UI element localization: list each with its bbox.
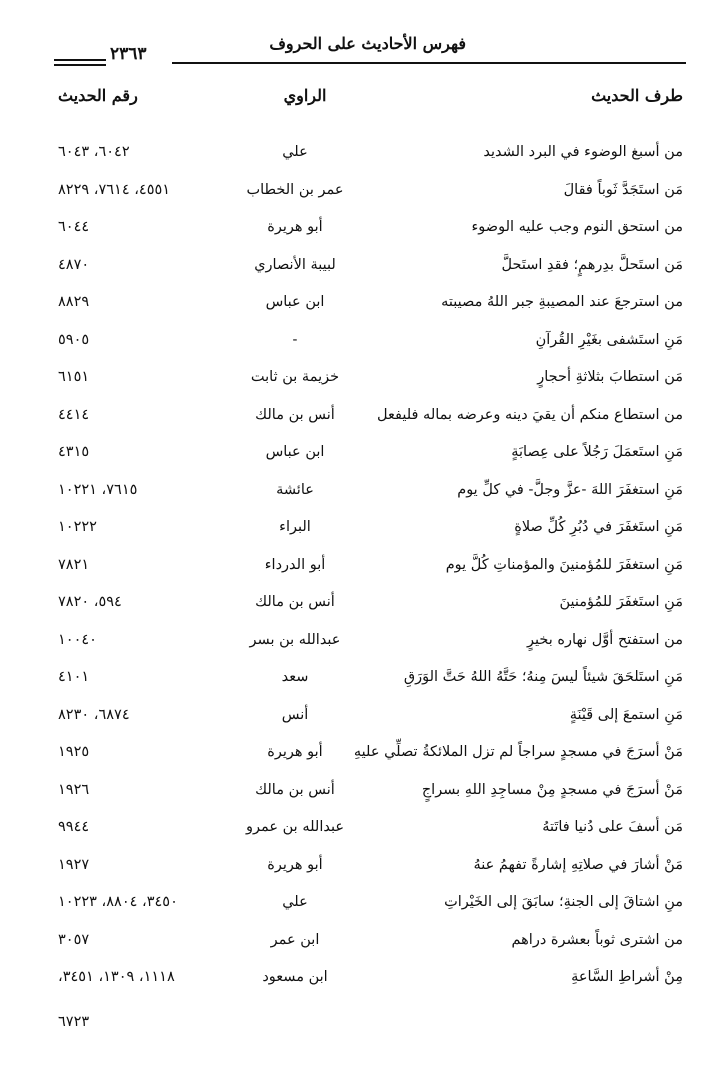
narrator-name: عبدالله بن عمرو (246, 819, 344, 835)
hadith-number: ١٩٢٥ (58, 744, 90, 760)
hadith-text: مَن أسفَ على دُنيا فاتَتهُ (542, 819, 683, 835)
hadith-text: من استطاع منكم أن يقيَ دينه وعرضه بماله فليفعل (377, 406, 683, 423)
table-row (0, 813, 703, 851)
hadith-text: مَن استطابَ بثلاثةِ أحجارٍ (537, 369, 683, 385)
narrator-name: أبو الدرداء (264, 556, 326, 573)
table-row (0, 626, 703, 664)
narrator-name: أنس بن مالك (255, 781, 335, 798)
hadith-number: ٩٩٤٤ (58, 819, 90, 835)
hadith-number: ٧٦١٥، ١٠٢٢١ (58, 481, 138, 498)
hadith-text: مَنِ استَلحَقَ شيئاً ليسَ مِنهُ؛ حَتَّهُ اللهُ حَتَّ الوَرَقِ (403, 669, 683, 685)
hadith-number: ١٩٢٧ (58, 856, 90, 873)
continued-hadith-number: ٦٧٢٣ (58, 1014, 90, 1030)
table-row (0, 401, 703, 439)
table-row (0, 701, 703, 739)
hadith-number: ٣٠٥٧ (58, 931, 90, 948)
hadith-text: مَن استَحلَّ بدِرهمٍ؛ فقدِ استَحلَّ (501, 256, 683, 273)
hadith-number: ٧٨٢١ (58, 556, 90, 573)
narrator-name: عائشة (276, 481, 314, 498)
narrator-name: ابن مسعود (262, 969, 328, 985)
table-row (0, 888, 703, 926)
page-number-underline (54, 59, 106, 61)
hadith-number: ٨٨٢٩ (58, 294, 90, 310)
hadith-text: مَنِ استَغفَرَ في دُبُرِ كُلِّ صلاةٍ (514, 519, 683, 535)
table-row (0, 176, 703, 214)
hadith-number: ٤١٠١ (58, 669, 90, 685)
hadith-number: ١١١٨، ١٣٠٩، ٣٤٥١، (58, 969, 175, 985)
table-row (0, 851, 703, 889)
hadith-number: ٤٣١٥ (58, 444, 90, 460)
table-row (0, 963, 703, 1001)
hadith-text: من اشترى ثوباً بعشرة دراهم (511, 931, 683, 948)
hadith-text: مِنْ أشراطِ السَّاعةِ (571, 969, 683, 985)
hadith-number: ٤٤١٤ (58, 406, 90, 423)
hadith-number: ٣٤٥٠، ٨٨٠٤، ١٠٢٢٣ (58, 894, 178, 910)
hadith-number: ١٩٢٦ (58, 781, 90, 798)
narrator-name: علي (282, 144, 308, 160)
narrator-name: سعد (281, 669, 309, 685)
narrator-name: البراء (279, 519, 311, 535)
narrator-name: - (292, 331, 298, 348)
table-row (0, 363, 703, 401)
hadith-text: من استرجعَ عند المصيبةِ جبر اللهُ مصيبته (441, 294, 683, 310)
hadith-text: مَنْ أسرَجَ في مسجدٍ مِنْ مساجِدِ اللهِ بسراجٍ (421, 781, 683, 798)
narrator-name: عبدالله بن بسر (249, 631, 341, 648)
narrator-name: علي (282, 894, 308, 910)
hadith-text: منِ اشتاقَ إلى الجنةِ؛ سابَقَ إلى الخَيْراتِ (444, 894, 683, 910)
running-title: فهرس الأحاديث على الحروف (269, 34, 466, 53)
hadith-number: ٦٠٤٢، ٦٠٤٣ (58, 144, 130, 160)
header-rule (172, 62, 686, 64)
narrator-name: خزيمة بن ثابت (250, 369, 340, 385)
narrator-name: أبو هريرة (267, 744, 323, 760)
hadith-number: ٥٩٤، ٧٨٢٠ (58, 594, 122, 610)
hadith-number: ٥٩٠٥ (58, 331, 90, 348)
hadith-text: مَنْ أشارَ في صلاتِهِ إشارةً تفهمُ عنهُ (473, 856, 683, 873)
page-number-underline-second (54, 64, 106, 66)
column-header-narrator: الراوي (283, 86, 327, 105)
table-row (0, 738, 703, 776)
narrator-name: أبو هريرة (267, 219, 323, 235)
hadith-text: مَنِ استَغفَرَ للمُؤمنينَ (559, 594, 683, 610)
narrator-name: ابن عباس (265, 444, 325, 460)
hadith-text: من أسبغ الوضوء في البرد الشديد (483, 144, 683, 160)
hadith-text: من استحق النوم وجب عليه الوضوء (471, 219, 683, 235)
table-row (0, 288, 703, 326)
table-row (0, 438, 703, 476)
hadith-text: مَنِ استَعمَلَ رَجُلاً على عِصابَةٍ (511, 444, 683, 460)
table-row (0, 213, 703, 251)
table-row (0, 926, 703, 964)
column-header-number: رقم الحديث (58, 86, 138, 105)
table-row (0, 663, 703, 701)
hadith-text: من استفتح أوَّل نهاره بخيرٍ (527, 631, 683, 648)
hadith-number: ١٠٠٤٠ (58, 631, 97, 648)
table-row (0, 551, 703, 589)
hadith-number: ١٠٢٢٢ (58, 519, 97, 535)
table-row (0, 513, 703, 551)
narrator-name: لبيبة الأنصاري (254, 256, 336, 273)
hadith-number: ٦٨٧٤، ٨٢٣٠ (58, 706, 130, 723)
narrator-name: ابن عباس (265, 294, 325, 310)
narrator-name: أنس (281, 706, 309, 723)
hadith-index-table (0, 138, 703, 1001)
hadith-text: مَنِ استَشفى بغَيْرِ القُرآنِ (535, 331, 683, 348)
hadith-text: مَنِ استغفَرَ للمُؤمنينَ والمؤمناتِ كُلَّ يوم (445, 556, 683, 573)
table-row (0, 251, 703, 289)
hadith-text: مَنِ استمعَ إلى قَيْنَةٍ (569, 706, 683, 723)
narrator-name: أبو هريرة (267, 856, 323, 873)
narrator-name: عمر بن الخطاب (246, 181, 344, 198)
hadith-number: ٤٨٧٠ (58, 256, 90, 273)
column-header-hadith: طرف الحديث (591, 86, 683, 105)
hadith-number: ٦٠٤٤ (58, 219, 90, 235)
hadith-number: ٤٥٥١، ٧٦١٤، ٨٢٢٩ (58, 181, 171, 198)
hadith-text: مَنِ استغفَرَ اللهَ -عزَّ وجلَّ- في كلِّ يوم (457, 481, 683, 498)
table-row (0, 588, 703, 626)
narrator-name: أنس بن مالك (255, 406, 335, 423)
table-row (0, 138, 703, 176)
hadith-text: مَنْ أسرَجَ في مسجدٍ سراجاً لم تزل الملائكةُ تصلِّي عليهِ (353, 744, 683, 760)
table-row (0, 776, 703, 814)
hadith-text: مَن استَجَدَّ ثَوباً فقالَ (563, 181, 683, 198)
page-header (52, 34, 686, 70)
table-row (0, 476, 703, 514)
narrator-name: أنس بن مالك (255, 594, 335, 610)
narrator-name: ابن عمر (270, 931, 320, 948)
page-number: ٢٣٦٣ (110, 44, 147, 64)
hadith-number: ٦١٥١ (58, 369, 90, 385)
table-row (0, 326, 703, 364)
